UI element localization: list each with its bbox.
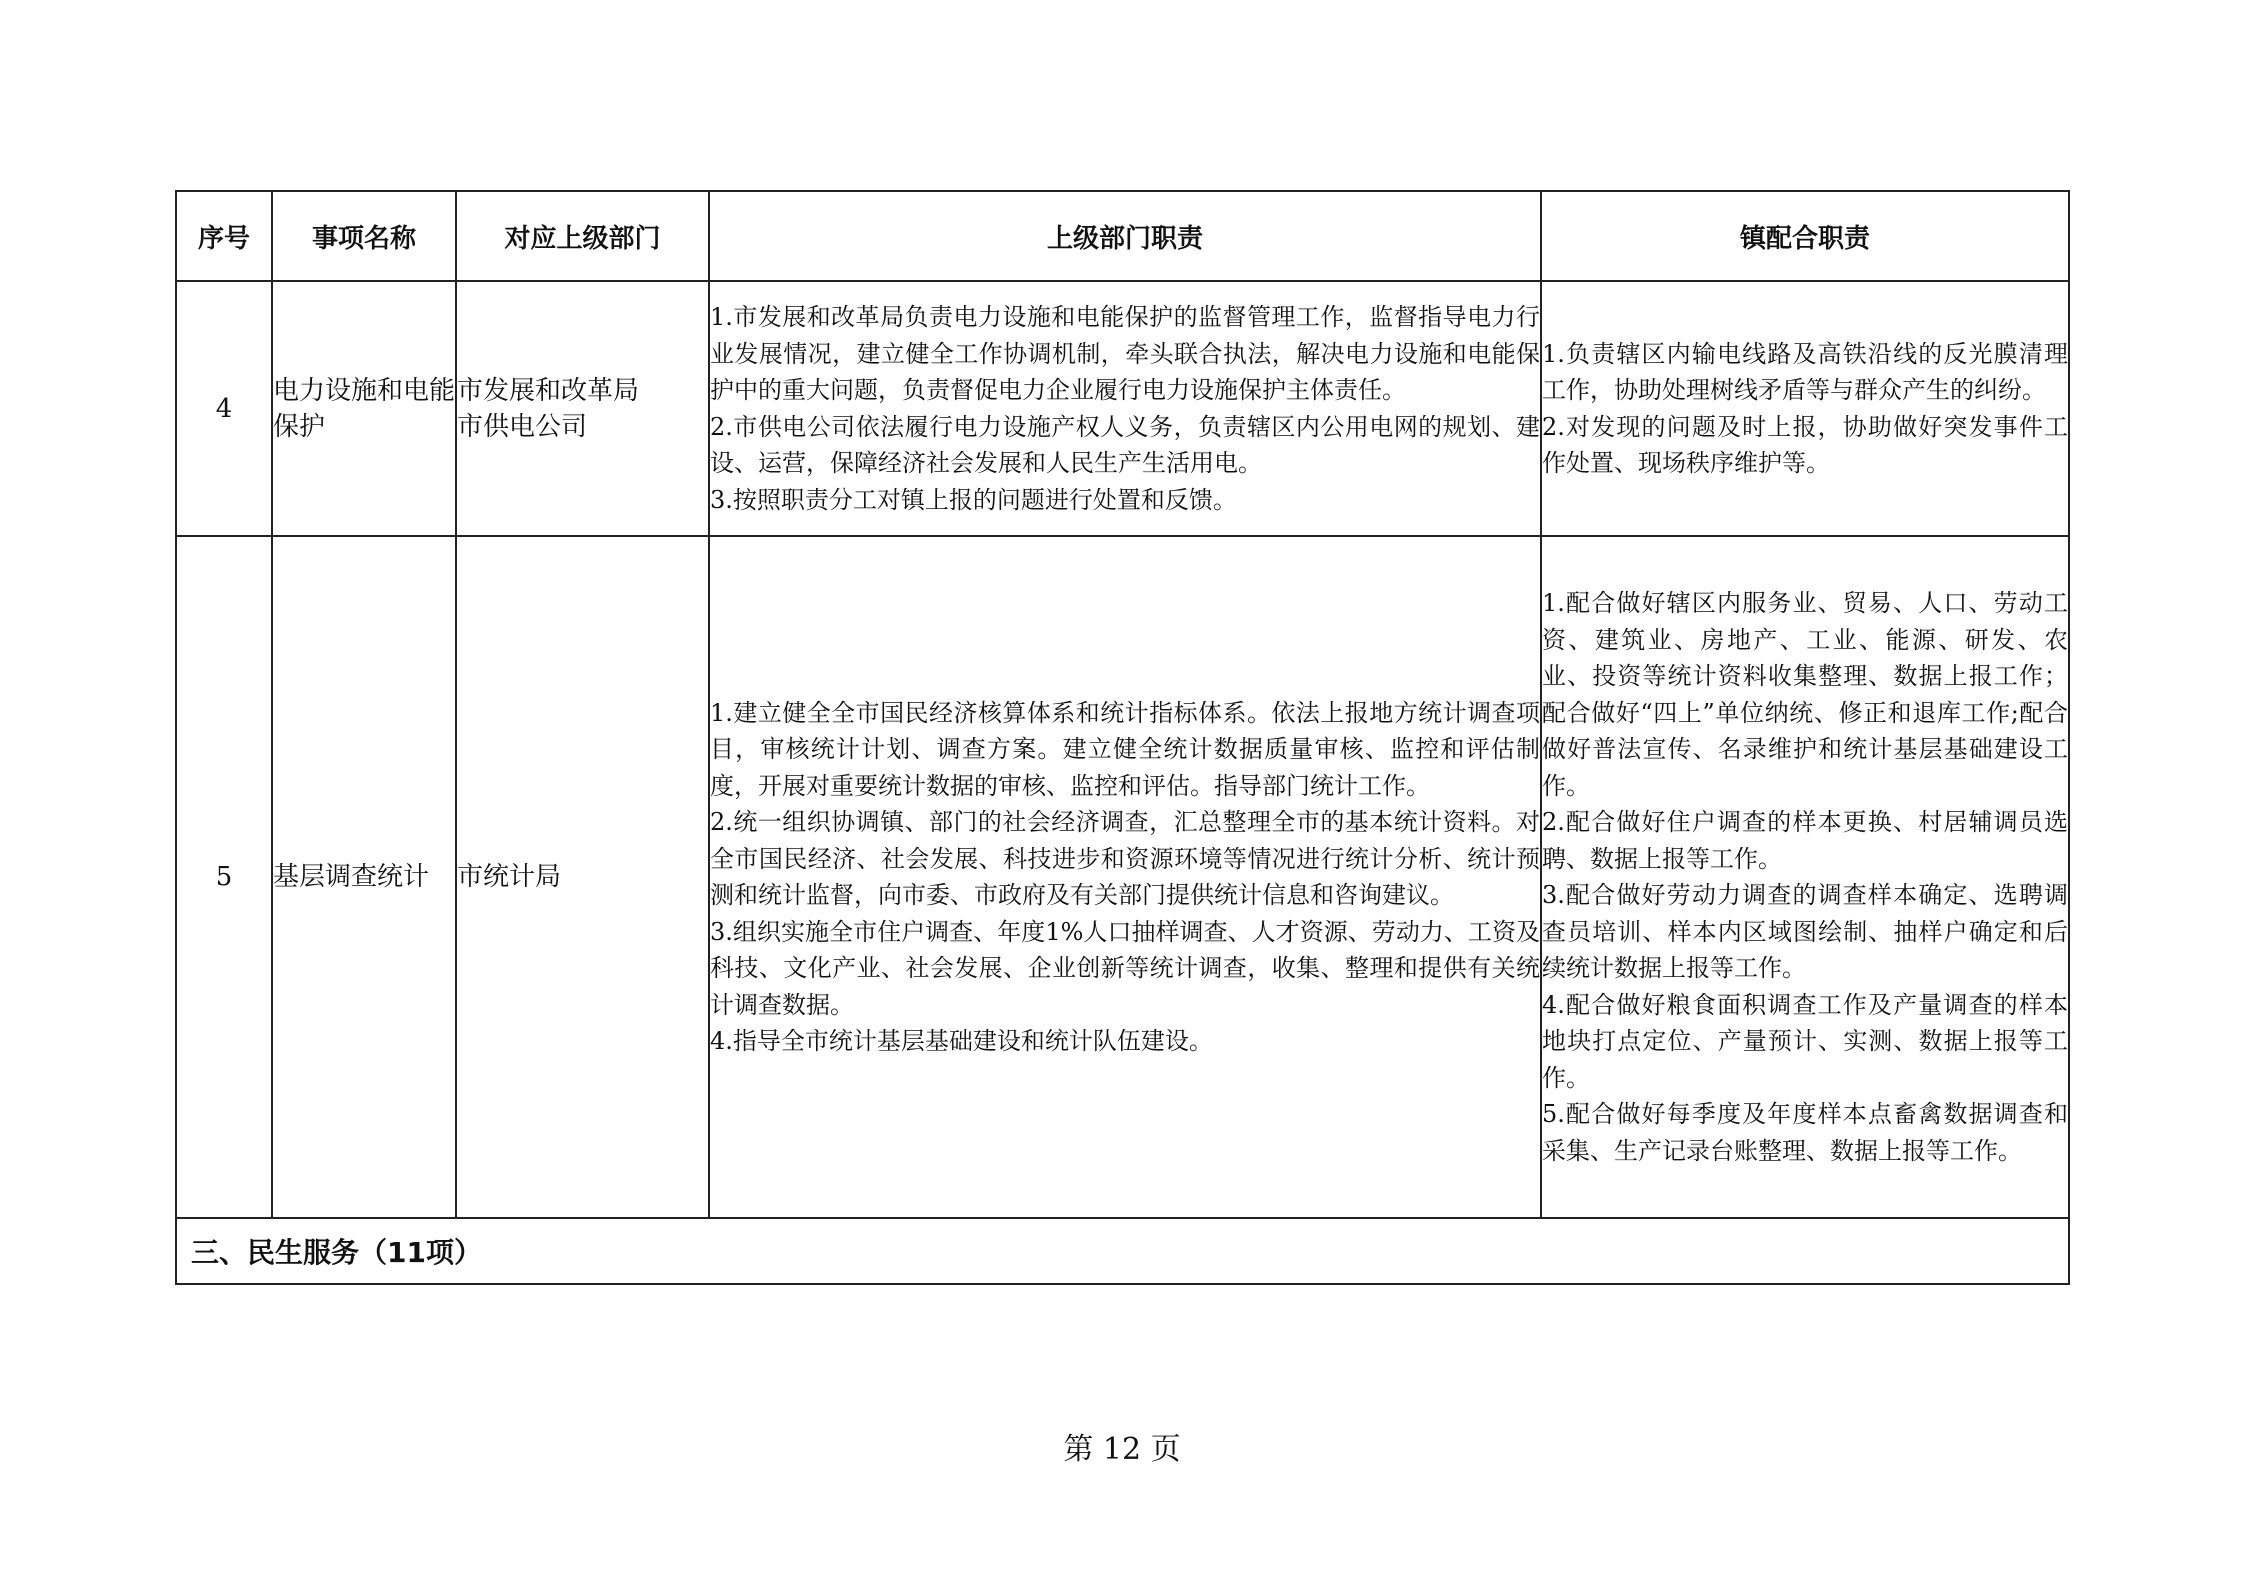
duty-item: 3.按照职责分工对镇上报的问题进行处置和反馈。 (710, 485, 1237, 514)
row-superior-dept (456, 281, 709, 536)
row-town-duties (1541, 536, 2069, 1218)
table-header-row (176, 191, 2069, 281)
section-heading: 三、民生服务（11项） (176, 1218, 2069, 1284)
row-superior-duties (709, 281, 1541, 536)
section-heading-row (176, 1218, 2069, 1284)
town-duty-item: 1.配合做好辖区内服务业、贸易、人口、劳动工资、建筑业、房地产、工业、能源、研发、农业、投资等统计资料收集整理、数据上报工作；配合做好“四上”单位纳统、修正和退库工作;配合做好普法宣传、名录维护和统计基层基础建设工作。 (1542, 589, 2068, 800)
duty-item: 2.市供电公司依法履行电力设施产权人义务，负责辖区内公用电网的规划、建设、运营，保障经济社会发展和人民生产生活用电。 (710, 412, 1540, 477)
row-seq: 5 (176, 536, 272, 1218)
town-duty-item: 5.配合做好每季度及年度样本点畜禽数据调查和采集、生产记录台账整理、数据上报等工作。 (1542, 1100, 2068, 1165)
header-superior-dept: 对应上级部门 (456, 191, 709, 281)
duty-item: 2.统一组织协调镇、部门的社会经济调查，汇总整理全市的基本统计资料。对全市国民经济、社会发展、科技进步和资源环境等情况进行统计分析、统计预测和统计监督，向市委、市政府及有关部门提供统计信息和咨询建议。 (710, 808, 1540, 909)
row-superior-duties (709, 536, 1541, 1218)
row-item-name: 基层调查统计 (272, 536, 456, 1218)
page-number: 第 12 页 (1063, 1432, 1181, 1467)
town-duty-item: 4.配合做好粮食面积调查工作及产量调查的样本地块打点定位、产量预计、实测、数据上报等工作。 (1542, 990, 2068, 1092)
row-item-name: 电力设施和电能保护 (272, 281, 456, 536)
dept-line: 市发展和改革局 (457, 375, 640, 406)
dept-line: 市统计局 (457, 862, 562, 892)
town-duty-item: 1.负责辖区内输电线路及高铁沿线的反光膜清理工作，协助处理树线矛盾等与群众产生的纠纷。 (1542, 339, 2068, 404)
row-town-duties (1541, 281, 2069, 536)
town-duty-item: 2.对发现的问题及时上报，协助做好突发事件工作处置、现场秩序维护等。 (1542, 412, 2068, 477)
table-row (176, 281, 2069, 536)
row-superior-dept (456, 536, 709, 1218)
duty-item: 1.建立健全全市国民经济核算体系和统计指标体系。依法上报地方统计调查项目，审核统计计划、调查方案。建立健全统计数据质量审核、监控和评估制度，开展对重要统计数据的审核、监控和评估。指导部门统计工作。 (710, 698, 1540, 800)
header-seq: 序号 (176, 191, 272, 281)
duty-table (175, 190, 2070, 1285)
duty-item: 1.市发展和改革局负责电力设施和电能保护的监督管理工作，监督指导电力行业发展情况，建立健全工作协调机制，牵头联合执法，解决电力设施和电能保护中的重大问题，负责督促电力企业履行电力设施保护主体责任。 (710, 303, 1540, 404)
duty-item: 4.指导全市统计基层基础建设和统计队伍建设。 (710, 1027, 1213, 1055)
header-item-name: 事项名称 (272, 191, 456, 281)
row-seq: 4 (176, 281, 272, 536)
town-duty-item: 3.配合做好劳动力调查的调查样本确定、选聘调查员培训、样本内区域图绘制、抽样户确定和后续统计数据上报等工作。 (1542, 881, 2068, 982)
dept-line: 市供电公司 (457, 411, 588, 442)
town-duty-item: 2.配合做好住户调查的样本更换、村居辅调员选聘、数据上报等工作。 (1542, 808, 2068, 873)
header-superior-duties: 上级部门职责 (709, 191, 1541, 281)
duty-item: 3.组织实施全市住户调查、年度1%人口抽样调查、人才资源、劳动力、工资及科技、文化产业、社会发展、企业创新等统计调查，收集、整理和提供有关统计调查数据。 (710, 917, 1540, 1019)
header-town-duties: 镇配合职责 (1541, 191, 2069, 281)
table-row (176, 536, 2069, 1218)
